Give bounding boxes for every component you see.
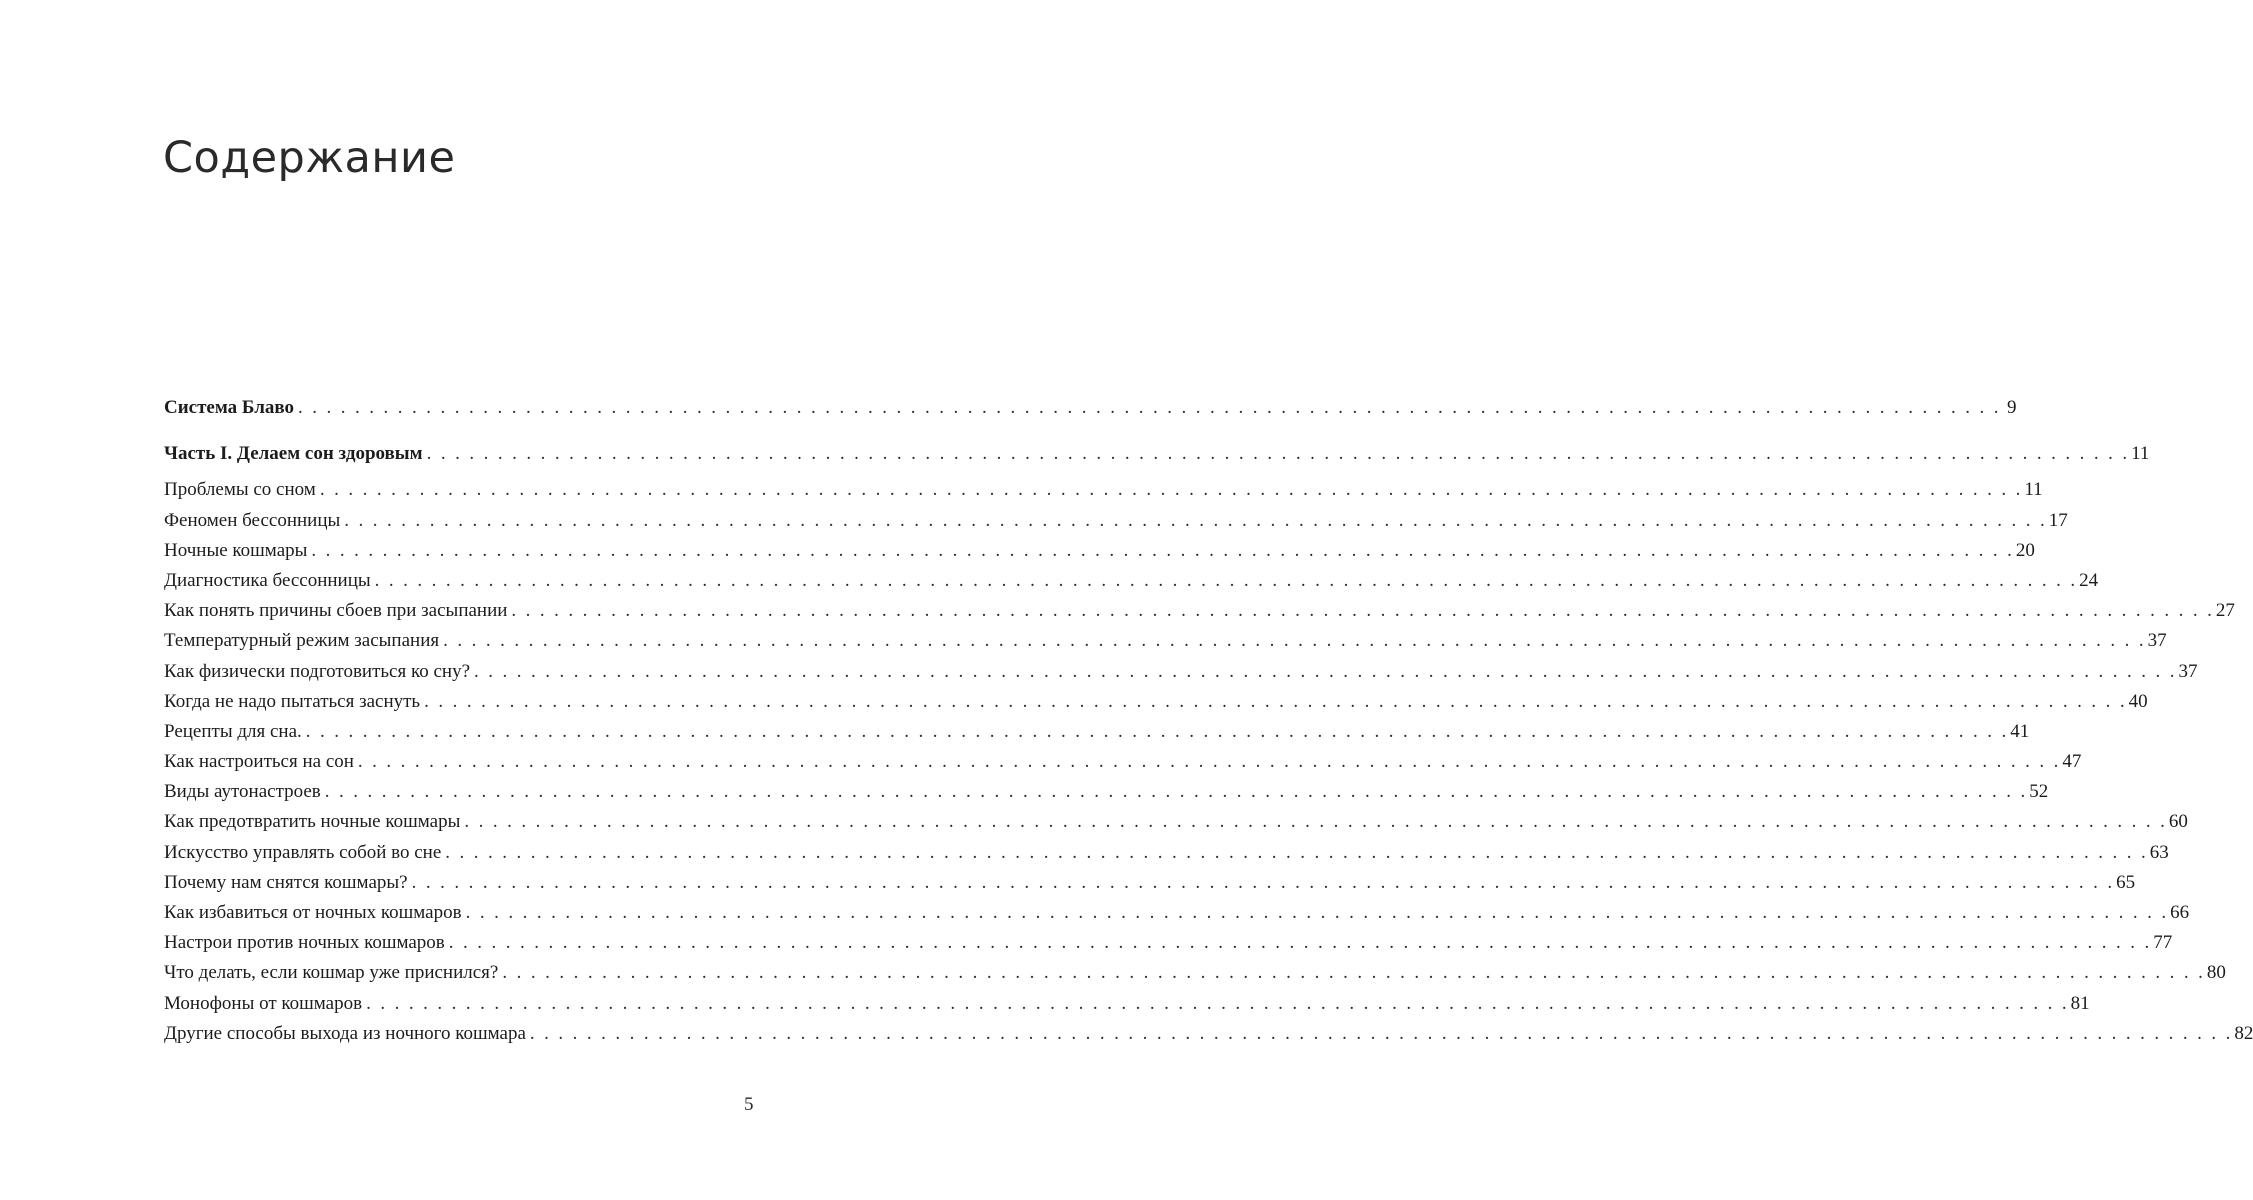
toc-entry[interactable] <box>164 687 2148 717</box>
toc-entry[interactable] <box>164 989 2090 1019</box>
dot-leader: . . . . . . . . . . . . . . . . . . . . . . . . . . . . . . . . . . . . . . . . . . . . . . . . . . . . . . . . . . . . . . . . . . . . . . . . . . . . . . . . . . . . . . . . . . . . . . . . . . . . . . . . . . . . . . . . . . . . . . . . <box>511 600 2212 622</box>
table-of-contents <box>164 393 2253 1049</box>
toc-entry[interactable] <box>164 626 2167 656</box>
toc-entry-page: 9 <box>2007 397 2017 418</box>
toc-entry-page: 60 <box>2168 811 2188 833</box>
toc-entry-title: Часть I. Делаем сон здоровым <box>164 443 423 465</box>
toc-entry-title: Когда не надо пытаться заснуть <box>164 690 421 712</box>
toc-entry[interactable] <box>164 393 2017 423</box>
dot-leader: . . . . . . . . . . . . . . . . . . . . . . . . . . . . . . . . . . . . . . . . . . . . . . . . . . . . . . . . . . . . . . . . . . . . . . . . . . . . . . . . . . . . . . . . . . . . . . . . . . . . . . . . . . . . . . . . . . . . . . . . <box>474 660 2175 682</box>
page-number: 5 <box>744 1094 754 1115</box>
toc-entry-title: Что делать, если кошмар уже приснился? <box>164 962 499 984</box>
toc-entry-page: 65 <box>2116 871 2136 893</box>
toc-entry-page: 81 <box>2070 992 2090 1014</box>
toc-entry[interactable] <box>164 439 2150 469</box>
dot-leader: . . . . . . . . . . . . . . . . . . . . . . . . . . . . . . . . . . . . . . . . . . . . . . . . . . . . . . . . . . . . . . . . . . . . . . . . . . . . . . . . . . . . . . . . . . . . . . . . . . . . . . . . . . . . . . . . . . . . . . . . <box>502 962 2203 984</box>
toc-entry-page: 27 <box>2215 600 2235 622</box>
dot-leader: . . . . . . . . . . . . . . . . . . . . . . . . . . . . . . . . . . . . . . . . . . . . . . . . . . . . . . . . . . . . . . . . . . . . . . . . . . . . . . . . . . . . . . . . . . . . . . . . . . . . . . . . . . . . . . . . . . . . . . . . <box>443 630 2144 652</box>
dot-leader: . . . . . . . . . . . . . . . . . . . . . . . . . . . . . . . . . . . . . . . . . . . . . . . . . . . . . . . . . . . . . . . . . . . . . . . . . . . . . . . . . . . . . . . . . . . . . . . . . . . . . . . . . . . . . . . . . . . . . . . . <box>357 751 2059 773</box>
toc-entry-title: Как настроиться на сон <box>164 751 354 773</box>
toc-entry[interactable] <box>164 868 2136 898</box>
dot-leader: . . . . . . . . . . . . . . . . . . . . . . . . . . . . . . . . . . . . . . . . . . . . . . . . . . . . . . . . . . . . . . . . . . . . . . . . . . . . . . . . . . . . . . . . . . . . . . . . . . . . . . . . . . . . . . . . . . . . . . . . <box>445 841 2146 863</box>
dot-leader: . . . . . . . . . . . . . . . . . . . . . . . . . . . . . . . . . . . . . . . . . . . . . . . . . . . . . . . . . . . . . . . . . . . . . . . . . . . . . . . . . . . . . . . . . . . . . . . . . . . . . . . . . . . . . . . . . . . . . . . . <box>529 1022 2231 1044</box>
toc-entry-page: 11 <box>2024 479 2043 501</box>
toc-entry[interactable] <box>164 717 2030 747</box>
dot-leader: . . . . . . . . . . . . . . . . . . . . . . . . . . . . . . . . . . . . . . . . . . . . . . . . . . . . . . . . . . . . . . . . . . . . . . . . . . . . . . . . . . . . . . . . . . . . . . . . . . . . . . . . . . . . . . . . . . . . . . . . <box>411 871 2113 893</box>
dot-leader: . . . . . . . . . . . . . . . . . . . . . . . . . . . . . . . . . . . . . . . . . . . . . . . . . . . . . . . . . . . . . . . . . . . . . . . . . . . . . . . . . . . . . . . . . . . . . . . . . . . . . . . . . . . . . . . . . . . . . . . . <box>464 811 2165 833</box>
toc-entry-title: Монофоны от кошмаров <box>164 992 363 1014</box>
toc-entry-title: Температурный режим засыпания <box>164 630 440 652</box>
toc-entry[interactable] <box>164 747 2082 777</box>
toc-entry-page: 82 <box>2234 1022 2253 1044</box>
toc-entry[interactable] <box>164 807 2188 837</box>
dot-leader: . . . . . . . . . . . . . . . . . . . . . . . . . . . . . . . . . . . . . . . . . . . . . . . . . . . . . . . . . . . . . . . . . . . . . . . . . . . . . . . . . . . . . . . . . . . . . . . . . . . . . . . . . . . . . . . . . . . . . . . . <box>448 932 2150 954</box>
toc-entry-title: Система Блаво <box>164 397 295 418</box>
toc-entry-page: 80 <box>2206 962 2226 984</box>
toc-entry[interactable] <box>164 536 2035 566</box>
toc-entry-title: Как предотвратить ночные кошмары <box>164 811 461 833</box>
toc-entry-title: Как физически подготовиться ко сну? <box>164 660 471 682</box>
toc-entry[interactable] <box>164 657 2198 687</box>
toc-entry-page: 37 <box>2147 630 2167 652</box>
toc-entry-title: Искусство управлять собой во сне <box>164 841 442 863</box>
toc-entry-title: Почему нам снятся кошмары? <box>164 871 408 893</box>
toc-entry-page: 40 <box>2128 690 2148 712</box>
toc-entry[interactable] <box>164 777 2049 807</box>
dot-leader: . . . . . . . . . . . . . . . . . . . . . . . . . . . . . . . . . . . . . . . . . . . . . . . . . . . . . . . . . . . . . . . . . . . . . . . . . . . . . . . . . . . . . . . . . . . . . . . . . . . . . . . . . . . . . . . . . . . . . . . . <box>298 397 1999 418</box>
toc-entry-page: 20 <box>2015 539 2035 561</box>
toc-entry-page: 41 <box>2010 720 2030 742</box>
toc-entry-page: 37 <box>2178 660 2198 682</box>
toc-entry-page: 17 <box>2048 509 2068 531</box>
toc-entry[interactable] <box>164 596 2235 626</box>
dot-leader: . . . . . . . . . . . . . . . . . . . . . . . . . . . . . . . . . . . . . . . . . . . . . . . . . . . . . . . . . . . . . . . . . . . . . . . . . . . . . . . . . . . . . . . . . . . . . . . . . . . . . . . . . . . . . . . . . . . . . . . . <box>465 902 2167 923</box>
page-title: Содержание <box>163 133 456 183</box>
toc-entry-page: 52 <box>2029 781 2049 803</box>
toc-entry[interactable] <box>164 958 2226 988</box>
toc-entry[interactable] <box>164 928 2173 958</box>
dot-leader: . . . . . . . . . . . . . . . . . . . . . . . . . . . . . . . . . . . . . . . . . . . . . . . . . . . . . . . . . . . . . . . . . . . . . . . . . . . . . . . . . . . . . . . . . . . . . . . . . . . . . . . . . . . . . . . . . . . . . . . . <box>426 443 2128 465</box>
toc-entry-page: 47 <box>2062 751 2082 773</box>
toc-entry[interactable] <box>164 1019 2253 1049</box>
toc-entry-title: Рецепты для сна. <box>164 720 302 742</box>
toc-entry-title: Настрои против ночных кошмаров <box>164 932 445 954</box>
toc-entry-title: Проблемы со сном <box>164 479 316 501</box>
dot-leader: . . . . . . . . . . . . . . . . . . . . . . . . . . . . . . . . . . . . . . . . . . . . . . . . . . . . . . . . . . . . . . . . . . . . . . . . . . . . . . . . . . . . . . . . . . . . . . . . . . . . . . . . . . . . . . . . . . . . . . . . <box>424 690 2125 712</box>
toc-entry-page: 77 <box>2153 932 2173 954</box>
toc-entry-title: Виды аутонастроев <box>164 781 321 803</box>
toc-entry-title: Другие способы выхода из ночного кошмара <box>164 1022 526 1044</box>
toc-entry[interactable] <box>164 506 2068 536</box>
toc-entry-title: Феномен бессонницы <box>164 509 341 531</box>
dot-leader: . . . . . . . . . . . . . . . . . . . . . . . . . . . . . . . . . . . . . . . . . . . . . . . . . . . . . . . . . . . . . . . . . . . . . . . . . . . . . . . . . . . . . . . . . . . . . . . . . . . . . . . . . . . . . . . . . . . . . . . . <box>324 781 2026 803</box>
toc-entry-title: Как избавиться от ночных кошмаров <box>164 902 462 923</box>
toc-entry-page: 11 <box>2131 443 2150 465</box>
dot-leader: . . . . . . . . . . . . . . . . . . . . . . . . . . . . . . . . . . . . . . . . . . . . . . . . . . . . . . . . . . . . . . . . . . . . . . . . . . . . . . . . . . . . . . . . . . . . . . . . . . . . . . . . . . . . . . . . . . . . . . . . <box>366 992 2067 1014</box>
toc-entry-title: Диагностика бессонницы <box>164 569 371 591</box>
toc-entry[interactable] <box>164 475 2043 505</box>
dot-leader: . . . . . . . . . . . . . . . . . . . . . . . . . . . . . . . . . . . . . . . . . . . . . . . . . . . . . . . . . . . . . . . . . . . . . . . . . . . . . . . . . . . . . . . . . . . . . . . . . . . . . . . . . . . . . . . . . . . . . . . . <box>311 539 2012 561</box>
toc-entry-page: 66 <box>2170 902 2190 923</box>
toc-entry-page: 24 <box>2079 569 2099 591</box>
dot-leader: . . . . . . . . . . . . . . . . . . . . . . . . . . . . . . . . . . . . . . . . . . . . . . . . . . . . . . . . . . . . . . . . . . . . . . . . . . . . . . . . . . . . . . . . . . . . . . . . . . . . . . . . . . . . . . . . . . . . . . . . <box>374 569 2076 591</box>
dot-leader: . . . . . . . . . . . . . . . . . . . . . . . . . . . . . . . . . . . . . . . . . . . . . . . . . . . . . . . . . . . . . . . . . . . . . . . . . . . . . . . . . . . . . . . . . . . . . . . . . . . . . . . . . . . . . . . . . . . . . . . . <box>344 509 2045 531</box>
toc-entry[interactable] <box>164 566 2099 596</box>
toc-entry-title: Ночные кошмары <box>164 539 308 561</box>
dot-leader: . . . . . . . . . . . . . . . . . . . . . . . . . . . . . . . . . . . . . . . . . . . . . . . . . . . . . . . . . . . . . . . . . . . . . . . . . . . . . . . . . . . . . . . . . . . . . . . . . . . . . . . . . . . . . . . . . . . . . . . . <box>319 479 2021 501</box>
toc-entry[interactable] <box>164 838 2169 868</box>
dot-leader: . . . . . . . . . . . . . . . . . . . . . . . . . . . . . . . . . . . . . . . . . . . . . . . . . . . . . . . . . . . . . . . . . . . . . . . . . . . . . . . . . . . . . . . . . . . . . . . . . . . . . . . . . . . . . . . . . . . . . . . . <box>305 720 2007 742</box>
toc-entry-page: 63 <box>2149 841 2169 863</box>
toc-entry[interactable] <box>164 898 2190 928</box>
toc-entry-title: Как понять причины сбоев при засыпании <box>164 600 508 622</box>
